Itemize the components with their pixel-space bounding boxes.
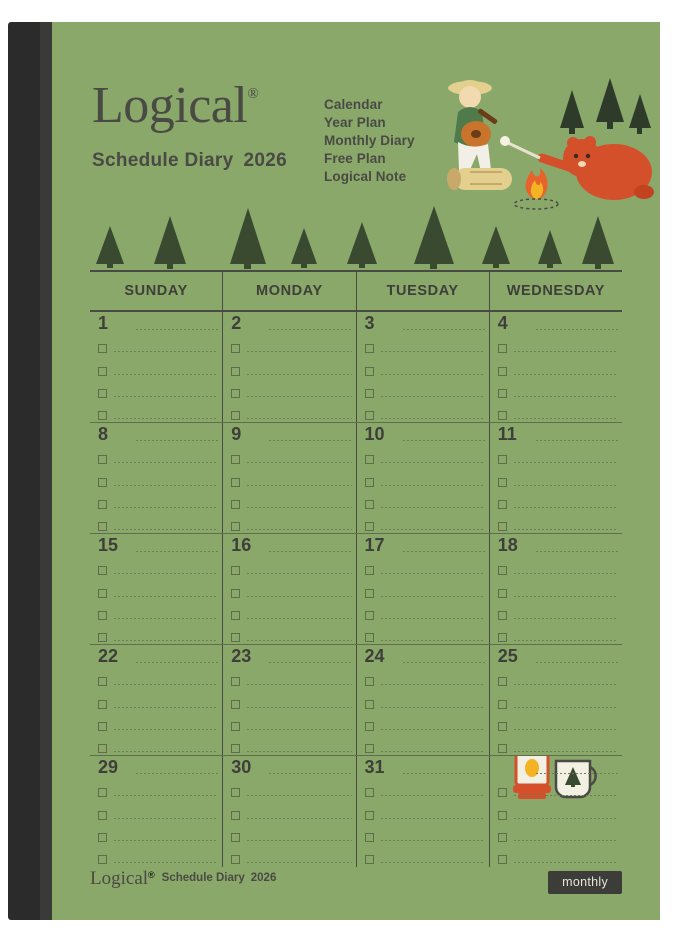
brand-subtitle-row <box>92 150 352 172</box>
guitar-player-icon <box>448 80 498 172</box>
brand-subtitle: Schedule Diary <box>92 150 234 171</box>
brand-title: Logical <box>92 77 248 134</box>
bear-icon <box>542 136 654 200</box>
day-cell[interactable] <box>357 756 490 867</box>
day-number: 3 <box>364 313 375 333</box>
day-header-monday: MONDAY <box>223 272 356 310</box>
day-cell[interactable] <box>490 312 622 422</box>
day-cell[interactable] <box>357 645 490 755</box>
calendar-grid <box>90 270 622 870</box>
day-number: 2 <box>231 313 242 333</box>
feature-item: Calendar <box>324 97 383 112</box>
day-number: 11 <box>497 424 517 444</box>
day-cell[interactable] <box>357 312 490 422</box>
day-cell[interactable] <box>223 312 356 422</box>
pine-tree-band <box>52 200 660 270</box>
day-cell[interactable] <box>223 645 356 755</box>
day-number: 24 <box>364 646 385 666</box>
footer-brand: Logical <box>90 868 149 889</box>
day-number: 30 <box>231 757 252 777</box>
ruled-lines <box>90 312 222 422</box>
footer-year: 2026 <box>250 872 277 884</box>
calendar-week-row <box>90 423 622 534</box>
day-number: 17 <box>364 535 385 555</box>
day-cell[interactable] <box>490 534 622 644</box>
day-cell[interactable] <box>90 534 223 644</box>
day-cell[interactable] <box>90 312 223 422</box>
log-icon <box>447 168 512 190</box>
feature-item: Monthly Diary <box>324 133 415 148</box>
day-header-tuesday: TUESDAY <box>357 272 490 310</box>
day-cell[interactable] <box>223 534 356 644</box>
calendar-week-row <box>90 534 622 645</box>
campfire-illustration <box>432 50 660 225</box>
day-cell[interactable] <box>357 534 490 644</box>
day-number: 8 <box>98 424 109 444</box>
footer-subtitle: Schedule Diary <box>161 872 245 884</box>
ruled-lines <box>223 423 355 533</box>
ruled-lines <box>223 312 355 422</box>
day-cell[interactable] <box>90 645 223 755</box>
day-number: 9 <box>231 424 242 444</box>
marshmallow-stick-icon <box>500 136 540 158</box>
day-number: 10 <box>364 424 385 444</box>
day-number: 29 <box>98 757 119 777</box>
calendar-header-row <box>90 270 622 312</box>
day-cell[interactable] <box>490 756 622 867</box>
feature-item: Logical Note <box>324 169 407 184</box>
pine-tree-icon <box>96 206 614 269</box>
brand-year: 2026 <box>243 150 287 171</box>
ruled-lines <box>490 312 622 422</box>
cover-page <box>52 22 660 920</box>
day-cell[interactable] <box>90 423 223 533</box>
day-number: 25 <box>497 646 518 666</box>
day-number: 16 <box>231 535 252 555</box>
ruled-lines <box>357 312 489 422</box>
calendar-week-row <box>90 645 622 756</box>
footer <box>90 868 622 894</box>
feature-item: Year Plan <box>324 115 386 130</box>
day-cell[interactable] <box>490 645 622 755</box>
day-number: 18 <box>497 535 518 555</box>
brand-block <box>92 77 352 172</box>
feature-item: Free Plan <box>324 151 386 166</box>
day-number: 23 <box>231 646 252 666</box>
day-cell[interactable] <box>490 423 622 533</box>
calendar-body <box>90 312 622 872</box>
calendar-week-row <box>90 312 622 423</box>
pine-tree-icon <box>560 78 651 134</box>
day-header-sunday: SUNDAY <box>90 272 223 310</box>
day-cell[interactable] <box>357 423 490 533</box>
day-number: 4 <box>497 313 508 333</box>
ruled-lines <box>490 756 622 867</box>
ruled-lines <box>90 423 222 533</box>
calendar-week-row <box>90 756 622 867</box>
day-cell[interactable] <box>223 423 356 533</box>
day-header-wednesday: WEDNESDAY <box>506 283 606 299</box>
day-number: 15 <box>98 535 119 555</box>
day-number: 1 <box>98 313 109 333</box>
day-cell[interactable] <box>223 756 356 867</box>
monthly-tab[interactable]: monthly <box>548 871 622 894</box>
registered-mark: ® <box>247 86 259 102</box>
footer-registered-mark: ® <box>148 870 155 880</box>
day-number: 31 <box>364 757 385 777</box>
day-cell[interactable] <box>90 756 223 867</box>
day-number: 22 <box>98 646 119 666</box>
